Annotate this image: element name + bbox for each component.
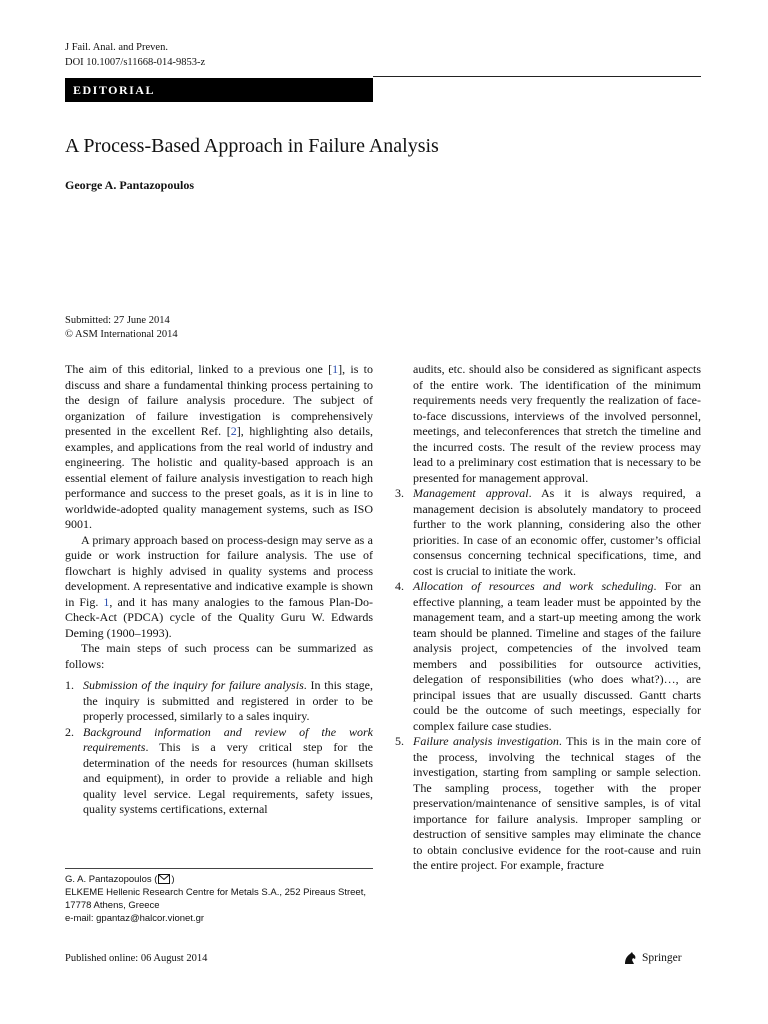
article-title: A Process-Based Approach in Failure Analysis <box>65 135 439 157</box>
list-text: . This is a very critical step for the determination of the needs for resources (human skillsets and equipment), in order to provide a reliable and high quality level service. Legal requirements, safety issues, quality systems certifications, external <box>83 740 373 816</box>
list-heading: Failure analysis investigation <box>413 734 559 748</box>
paragraph-steps-intro: The main steps of such process can be summarized as follows: <box>65 641 373 671</box>
section-label: EDITORIAL <box>65 78 373 102</box>
list-number: 3. <box>395 486 404 500</box>
list-text: . For an effective planning, a team leader must be appointed by the management team, and a start-up meeting among the work team should be planned. Timeline and stages of the failure analysis project, competencies of the involved team members and possibilities for outsource activities, delegation of responsibilities (who does what?)…, are principal issues that are usually discussed. Gantt charts could be the outcome of such meetings, especially for complex failure case studies. <box>413 579 701 733</box>
list-text: . This is in the main core of the process, involving the technical stages of the investigation, starting from sampling or sample selection. The sampling process, together with the proper preservation/maintenance of sensitive samples, is of vital importance for failure analysis. Improper sampling or destruction of sensitive samples may eliminate the chance to obtain conclusive evidence for the root-cause and ruin the entire project. For example, fracture <box>413 734 701 872</box>
list-number: 1. <box>65 678 74 692</box>
list-number: 2. <box>65 724 74 739</box>
text-run: , and it has many analogies to the famous Plan-Do-Check-Act (PDCA) cycle of the Quality Guru W. Edwards Deming (1900–1993). <box>65 594 374 640</box>
right-column <box>395 362 701 874</box>
list-item-2-continued: audits, etc. should also be considered as significant aspects of the entire work. The identification of the minimum requirements needs very frequently the realization of face-to-face discussions, interviews of the involved personnel, meetings, and teleconferences that stretch the timeline and the incurred costs. The result of the review process may lead to a preliminary cost estimation that is necessary to be presented for management approval. <box>413 362 701 485</box>
left-column <box>65 362 373 818</box>
journal-header <box>65 40 205 70</box>
list-number: 5. <box>395 734 404 748</box>
article-meta <box>65 314 178 342</box>
author-footnote <box>65 873 373 925</box>
list-item-1 <box>65 678 373 725</box>
figure-link[interactable]: 1 <box>103 594 110 609</box>
list-number: 4. <box>395 579 404 593</box>
paragraph-process <box>65 533 373 642</box>
publisher-logo <box>622 950 682 966</box>
text-run: ], is to discuss and share a fundamental thinking process pertaining to the design of failure analysis procedure. The subject of organization of failure investigation is comprehensively presented in the excellent Ref. [ <box>65 362 373 438</box>
text-run: ], highlighting also details, examples, and applications from the real world of industry and engineering. The holistic and quality-based approach is an essential element of failure analysis investigation to reach high performance and success to the preset goals, as it is in line to worldwide-adopted quality management systems, such as ISO 9001. <box>65 424 373 531</box>
copyright: © ASM International 2014 <box>65 329 178 340</box>
list-item-5 <box>395 734 701 874</box>
submitted-date: Submitted: 27 June 2014 <box>65 315 170 326</box>
text-run: The aim of this editorial, linked to a previous one [ <box>65 362 333 376</box>
author-name: George A. Pantazopoulos <box>65 178 194 192</box>
published-date: Published online: 06 August 2014 <box>65 953 208 964</box>
text-run: G. A. Pantazopoulos ( <box>65 874 158 885</box>
envelope-icon[interactable] <box>158 874 170 884</box>
text-run: A primary approach based on process-design may serve as a guide or work instruction for failure analysis. The use of flowchart is highly advised in quality systems and process development. A representative and indicative example is shown in Fig. <box>65 532 373 609</box>
text-run: ) <box>171 874 175 885</box>
list-item-3 <box>395 486 701 579</box>
list-item-4 <box>395 579 701 734</box>
citation-link[interactable]: 2 <box>230 424 237 438</box>
corresponding-author <box>65 873 373 886</box>
journal-name: J Fail. Anal. and Preven. <box>65 42 168 53</box>
affiliation: ELKEME Hellenic Research Centre for Metals S.A., 252 Pireaus Street, 17778 Athens, Greece <box>65 887 366 911</box>
springer-horse-icon <box>622 950 638 966</box>
list-text: . As it is always required, a management decision is absolutely mandatory to proceed further to the work planning, considering also the other priorities. In case of an economic offer, customer’s official consensus concerning technical specifications, time, and cost is crucial to initiate the work. <box>413 486 701 578</box>
list-heading: Allocation of resources and work scheduling <box>413 579 654 593</box>
email-address[interactable]: e-mail: gpantaz@halcor.vionet.gr <box>65 913 205 924</box>
list-heading: Submission of the inquiry for failure analysis <box>83 678 304 692</box>
header-rule <box>373 76 701 77</box>
doi[interactable]: DOI 10.1007/s11668-014-9853-z <box>65 57 206 68</box>
footnote-rule <box>65 868 373 869</box>
citation-link[interactable]: 1 <box>332 362 339 376</box>
list-heading: Background information and review of the work requirements <box>83 724 373 754</box>
paragraph-intro <box>65 362 373 533</box>
list-item-2 <box>65 725 373 818</box>
list-heading: Management approval <box>413 486 529 500</box>
publisher-name: Springer <box>642 952 682 964</box>
list-text: . In this stage, the inquiry is submitted and registered in order to be properly processed, similarly to a sales inquiry. <box>83 678 373 723</box>
